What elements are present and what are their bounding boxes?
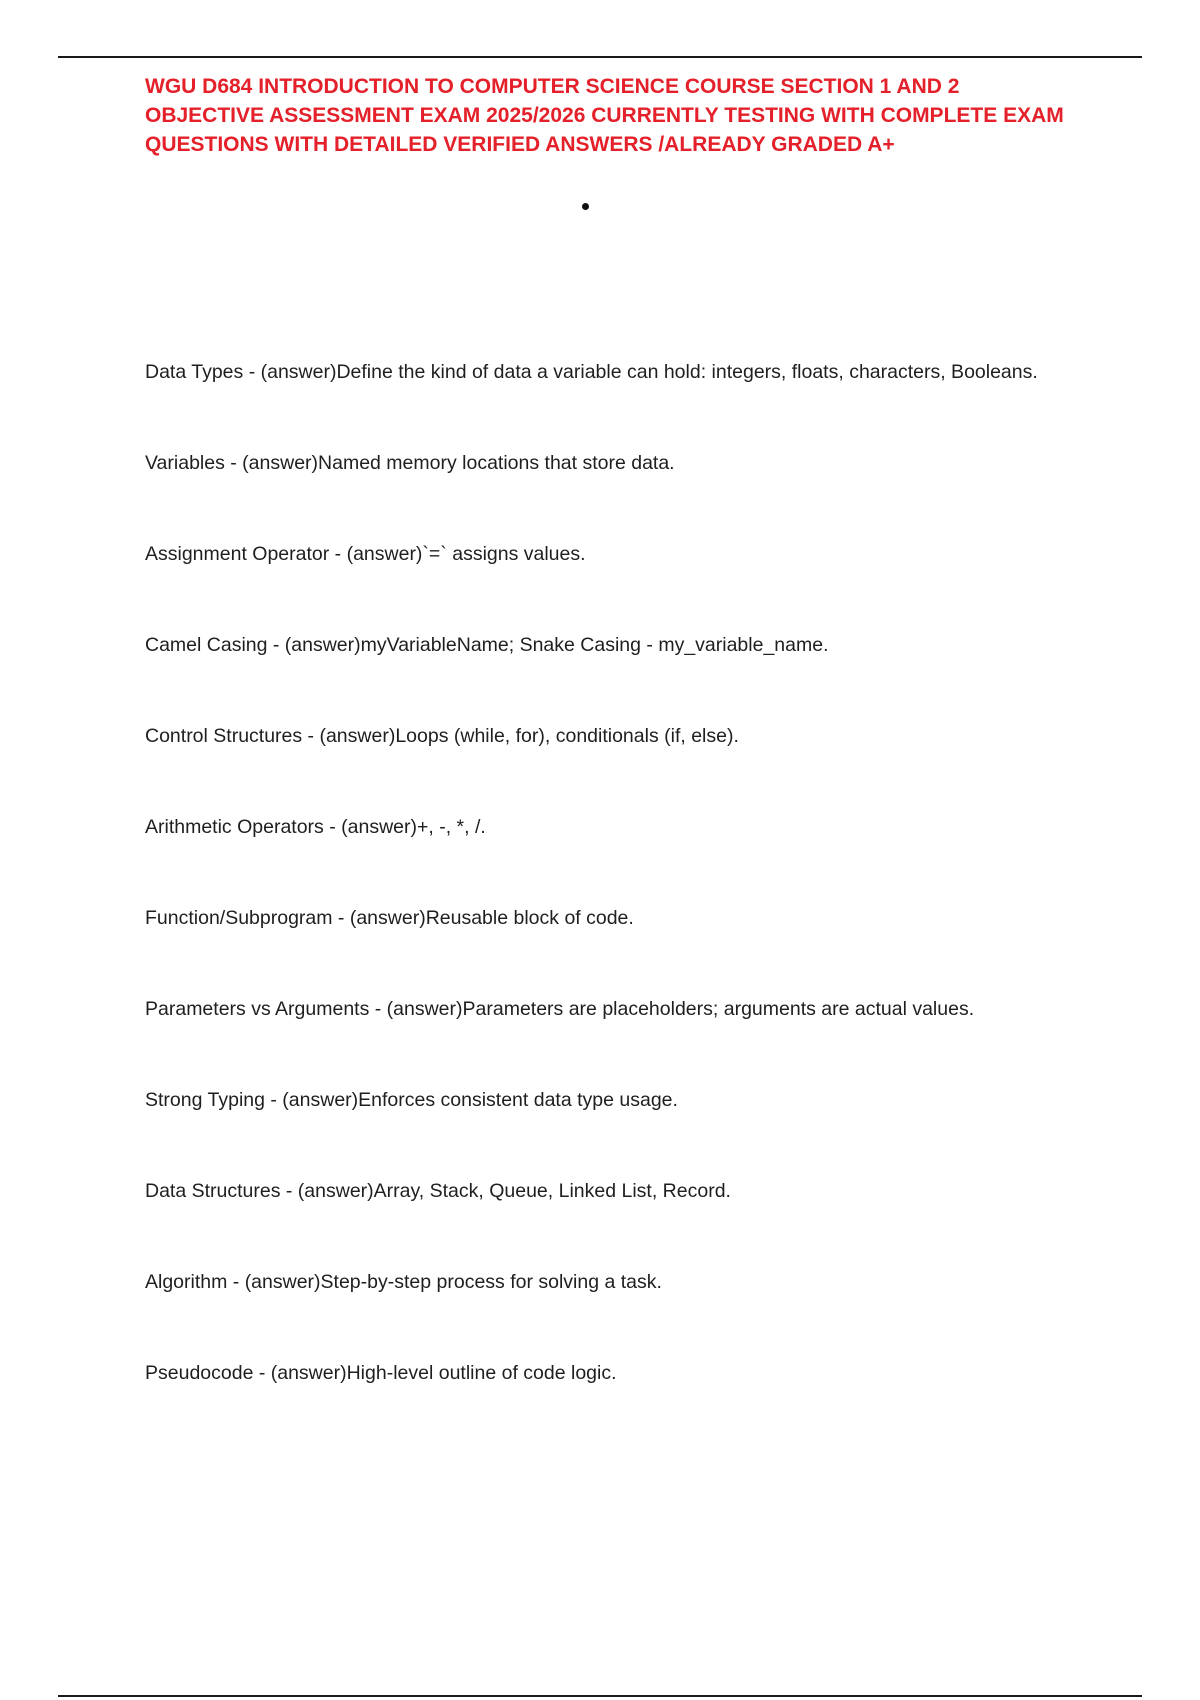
- bottom-rule: [58, 1695, 1142, 1697]
- qa-item: Camel Casing - (answer)myVariableName; Snake Casing - my_variable_name.: [145, 634, 829, 656]
- qa-item: Function/Subprogram - (answer)Reusable block of code.: [145, 907, 634, 929]
- title-line: QUESTIONS WITH DETAILED VERIFIED ANSWERS /ALREADY GRADED A+: [145, 133, 895, 156]
- bullet-point: [582, 203, 589, 210]
- top-rule: [58, 56, 1142, 58]
- qa-item: Data Types - (answer)Define the kind of data a variable can hold: integers, floats, characters, Booleans.: [145, 361, 1038, 383]
- qa-item: Algorithm - (answer)Step-by-step process for solving a task.: [145, 1271, 662, 1293]
- qa-item: Variables - (answer)Named memory locations that store data.: [145, 452, 675, 474]
- qa-item: Assignment Operator - (answer)`=` assigns values.: [145, 543, 586, 565]
- document-title: [145, 72, 1095, 159]
- qa-item: Control Structures - (answer)Loops (while, for), conditionals (if, else).: [145, 725, 739, 747]
- qa-item: Pseudocode - (answer)High-level outline of code logic.: [145, 1362, 617, 1384]
- qa-list: [145, 357, 1145, 1449]
- qa-item: Strong Typing - (answer)Enforces consistent data type usage.: [145, 1089, 678, 1111]
- qa-item: Parameters vs Arguments - (answer)Parameters are placeholders; arguments are actual values.: [145, 998, 975, 1020]
- title-line: WGU D684 INTRODUCTION TO COMPUTER SCIENCE COURSE SECTION 1 AND 2: [145, 75, 960, 98]
- title-line: OBJECTIVE ASSESSMENT EXAM 2025/2026 CURRENTLY TESTING WITH COMPLETE EXAM: [145, 104, 1064, 127]
- qa-item: Arithmetic Operators - (answer)+, -, *, /.: [145, 816, 486, 838]
- qa-item: Data Structures - (answer)Array, Stack, Queue, Linked List, Record.: [145, 1180, 731, 1202]
